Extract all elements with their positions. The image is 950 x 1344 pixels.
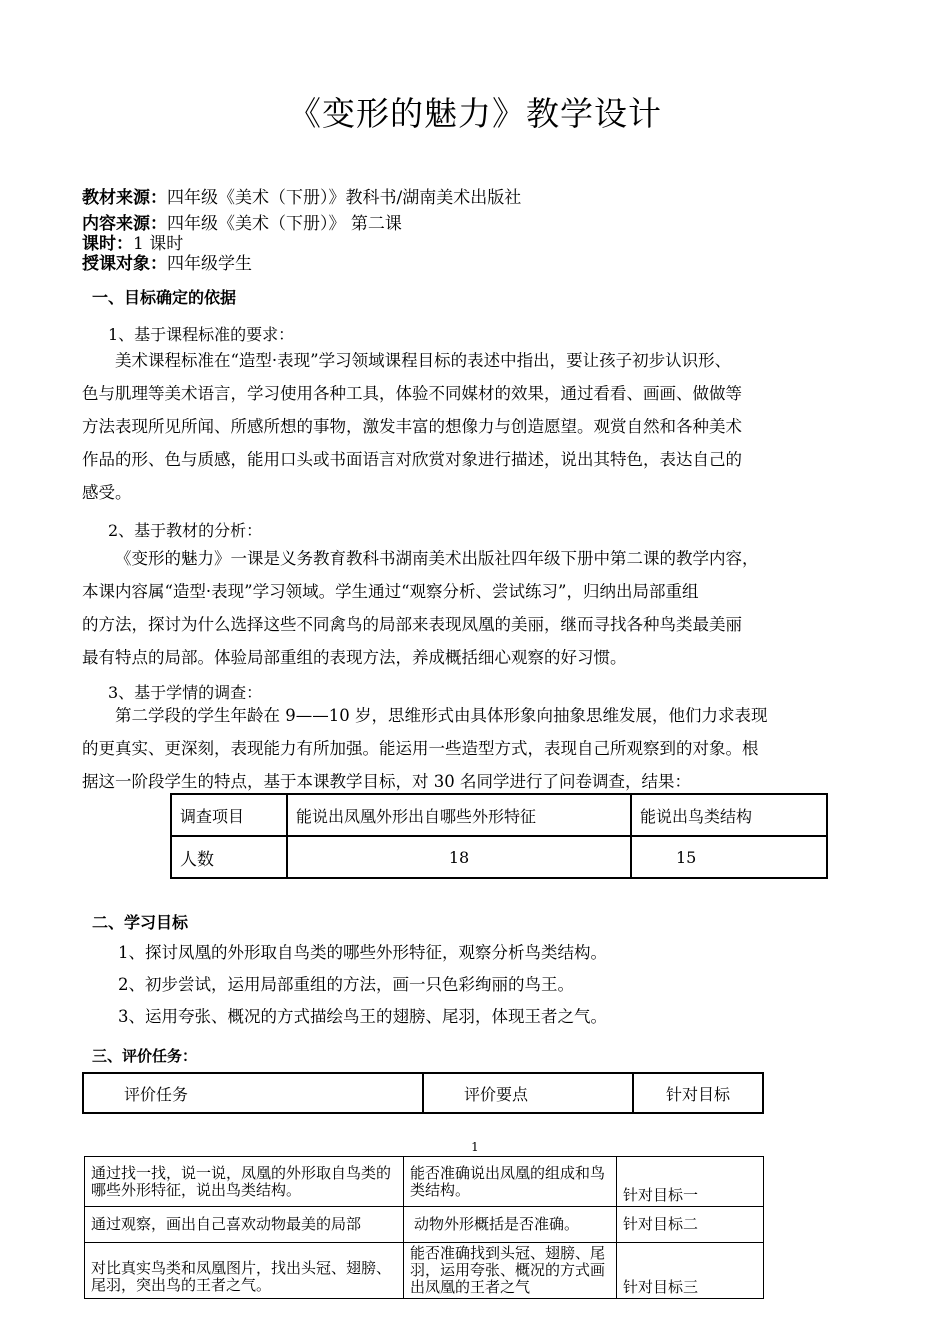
page-number: 1 xyxy=(471,1140,479,1154)
goal-item: 1、探讨凤凰的外形取自鸟类的哪些外形特征，观察分析鸟类结构。 xyxy=(118,943,607,962)
goal-item: 3、运用夸张、概况的方式描绘鸟王的翅膀、尾羽，体现王者之气。 xyxy=(118,1007,607,1026)
table-cell: 针对目标一 xyxy=(617,1157,764,1207)
section1-heading: 一、目标确定的依据 xyxy=(92,288,237,307)
meta-content: 内容来源：四年级《美术（下册）》 第二课 xyxy=(82,214,402,234)
goal-item: 2、初步尝试，运用局部重组的方法，画一只色彩绚丽的鸟王。 xyxy=(118,975,574,994)
table-cell: 对比真实鸟类和凤凰图片，找出头冠、翅膀、尾羽，突出鸟的王者之气。 xyxy=(85,1243,404,1299)
table-header-cell: 评价任务 xyxy=(83,1073,423,1113)
table-row xyxy=(85,1157,764,1207)
table-cell: 针对目标二 xyxy=(617,1207,764,1243)
table-cell: 能否准确说出凤凰的组成和鸟类结构。 xyxy=(404,1157,617,1207)
table-row xyxy=(171,794,827,836)
section1-sub3: 3、基于学情的调查： xyxy=(108,683,263,702)
table-cell: 15 xyxy=(631,836,827,878)
table-header-cell: 针对目标 xyxy=(633,1073,763,1113)
table-row xyxy=(83,1073,763,1113)
evaluation-table xyxy=(84,1156,764,1299)
table-row xyxy=(85,1207,764,1243)
table-cell: 调查项目 xyxy=(171,794,287,836)
paragraph-standards: 美术课程标准在“造型·表现”学习领域课程目标的表述中指出，要让孩子初步认识形、 色与肌理等美术语言，学习使用各种工具，体验不同媒材的效果，通过看看、画画、做做等 方法表现所见所闻、所感所想的事物，激发丰富的想像力与创造愿望。观赏自然和各种美术 作品的形、色与质感，能用口头或书面语言对欣赏对象进行描述，说出其特色，表达自己的 感受。 xyxy=(82,351,742,502)
section3-heading: 三、评价任务： xyxy=(92,1047,198,1065)
paragraph-textbook: 《变形的魅力》一课是义务教育教科书湖南美术出版社四年级下册中第二课的教学内容， 本课内容属“造型·表现”学习领域。学生通过“观察分析、尝试练习”，归纳出局部重组 的方法，探讨为什么选择这些不同禽鸟的局部来表现凤凰的美丽，继而寻找各种鸟类最美丽 最有特点的局部。体验局部重组的表现方法，养成概括细心观察的好习惯。 xyxy=(82,549,759,667)
table-cell: 能说出凤凰外形出自哪些外形特征 xyxy=(287,794,631,836)
table-cell: 能说出鸟类结构 xyxy=(631,794,827,836)
table-cell: 18 xyxy=(287,836,631,878)
meta-audience: 授课对象：四年级学生 xyxy=(82,254,252,274)
page-title: 《变形的魅力》教学设计 xyxy=(288,94,662,133)
section1-sub1: 1、基于课程标准的要求： xyxy=(108,325,295,344)
section2-heading: 二、学习目标 xyxy=(92,913,189,932)
table-cell: 动物外形概括是否准确。 xyxy=(404,1207,617,1243)
table-cell: 针对目标三 xyxy=(617,1243,764,1299)
meta-source: 教材来源：四年级《美术（下册）》教科书/湖南美术出版社 xyxy=(82,188,522,208)
table-cell: 通过找一找，说一说，凤凰的外形取自鸟类的哪些外形特征，说出鸟类结构。 xyxy=(85,1157,404,1207)
table-row xyxy=(85,1243,764,1299)
table-header-cell: 评价要点 xyxy=(423,1073,633,1113)
table-cell: 人数 xyxy=(171,836,287,878)
section1-sub2: 2、基于教材的分析： xyxy=(108,521,263,540)
table-cell: 通过观察，画出自己喜欢动物最美的局部 xyxy=(85,1207,404,1243)
table-cell: 能否准确找到头冠、翅膀、尾羽，运用夸张、概况的方式画出凤凰的王者之气 xyxy=(404,1243,617,1299)
paragraph-survey: 第二学段的学生年龄在 9——10 岁，思维形式由具体形象向抽象思维发展，他们力求表现 的更真实、更深刻，表现能力有所加强。能运用一些造型方式，表现自己所观察到的对象。根 据这一阶段学生的特点，基于本课教学目标，对 30 名同学进行了问卷调查，结果： xyxy=(82,706,768,791)
table-row xyxy=(171,836,827,878)
evaluation-header-table xyxy=(82,1072,764,1114)
survey-table xyxy=(170,793,828,879)
meta-period: 课时：1 课时 xyxy=(82,234,184,254)
